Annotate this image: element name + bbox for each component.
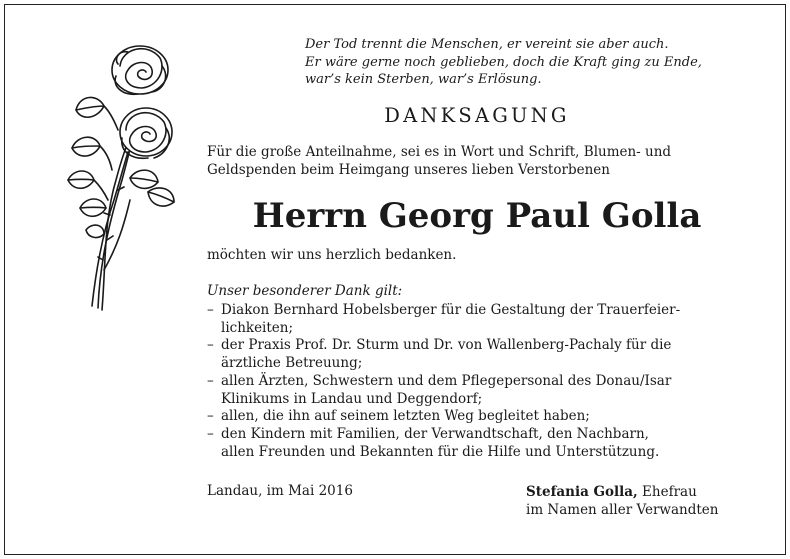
list-item — [207, 337, 752, 372]
rose-illustration-icon — [58, 30, 188, 320]
thanks-list — [207, 302, 752, 461]
list-item — [207, 426, 752, 461]
list-item — [207, 408, 752, 426]
motto-verse — [305, 36, 755, 89]
after-name-text: möchten wir uns herzlich bedanken. — [207, 247, 457, 263]
intro-line: Geldspenden beim Heimgang unseres lieben Verstorbenen — [207, 161, 610, 178]
list-dash: – — [207, 302, 214, 318]
list-item — [207, 302, 752, 337]
list-item-line: allen Freunden und Bekannten für die Hilfe und Unterstützung. — [221, 443, 660, 460]
list-item-line: ärztliche Betreuung; — [221, 355, 363, 372]
list-item — [207, 373, 752, 408]
list-item-line: der Praxis Prof. Dr. Sturm und Dr. von Wallenberg-Pachaly für die — [221, 337, 672, 354]
signature-relation: Ehefrau — [637, 484, 697, 500]
list-dash: – — [207, 337, 214, 354]
notice-heading: DANKSAGUNG — [384, 104, 570, 127]
intro-text — [207, 144, 747, 179]
signature-block — [526, 483, 718, 519]
list-item-line: den Kindern mit Familien, der Verwandtschaft, den Nachbarn, — [221, 425, 649, 442]
deceased-name: Herrn Georg Paul Golla — [252, 196, 702, 236]
motto-line: Er wäre gerne noch geblieben, doch die Kraft ging zu Ende, — [305, 54, 702, 70]
list-item-line: Diakon Bernhard Hobelsberger für die Gestaltung der Trauerfeier- — [221, 302, 681, 318]
list-item-line: allen Ärzten, Schwestern und dem Pflegepersonal des Donau/Isar — [221, 372, 672, 389]
thanks-title: Unser besonderer Dank gilt: — [207, 283, 403, 299]
list-item-line: allen, die ihn auf seinem letzten Weg begleitet haben; — [221, 408, 590, 425]
motto-line: war’s kein Sterben, war’s Erlösung. — [305, 72, 542, 87]
place-date: Landau, im Mai 2016 — [207, 483, 353, 499]
signature-line2: im Namen aller Verwandten — [526, 502, 719, 518]
signature-name: Stefania Golla, — [526, 484, 638, 500]
intro-line: Für die große Anteilnahme, sei es in Wort und Schrift, Blumen- und — [207, 144, 672, 160]
motto-line: Der Tod trennt die Menschen, er vereint sie aber auch. — [305, 37, 669, 52]
list-dash: – — [207, 408, 214, 425]
list-item-line: lichkeiten; — [221, 319, 294, 336]
list-dash: – — [207, 425, 214, 442]
list-item-line: Klinikums in Landau und Deggendorf; — [221, 390, 483, 407]
list-dash: – — [207, 372, 214, 389]
